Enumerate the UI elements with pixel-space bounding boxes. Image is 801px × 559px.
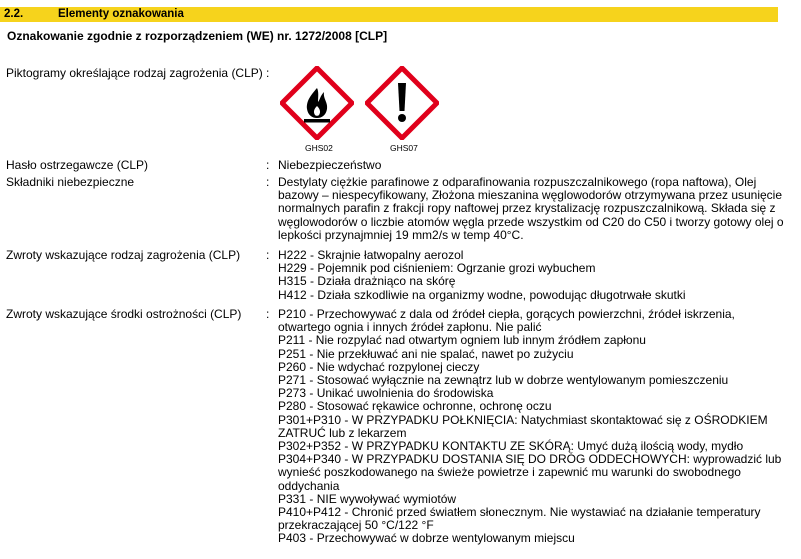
exclamation-icon (365, 66, 439, 140)
flame-icon (280, 66, 354, 140)
precautionary-statement: przekraczającej 50 °C/122 °F (278, 518, 434, 533)
precautionary-statement: P280 - Stosować rękawice ochronne, ochronę oczu (278, 399, 552, 414)
text-line: normalnych parafin z frakcji ropy naftowej przez krystalizację rozpuszczalnikową. Składa się z (278, 201, 776, 216)
text-line: lepkości przynajmniej 19 mm2/s w temp 40°C. (278, 227, 524, 242)
precautionary-statement: P211 - Nie rozpylać nad otwartym ogniem lub innym źródłem zapłonu (278, 333, 646, 348)
hazard-statement: H222 - Skrajnie łatwopalny aerozol (278, 248, 464, 262)
pictograms-label: Piktogramy określające rodzaj zagrożenia (CLP) (6, 66, 263, 80)
precautionary-statement: P331 - NIE wywoływać wymiotów (278, 491, 457, 506)
hazardous-components-colon: : (266, 175, 270, 189)
precautionary-statement: P301+P310 - W PRZYPADKU POŁKNIĘCIA: Natychmiast skontaktować się z OŚRODKIEM (278, 412, 768, 427)
precautionary-statement: P260 - Nie wdychać rozpylonej cieczy (278, 359, 480, 374)
precautionary-statements-list (278, 307, 782, 546)
ghs07-caption: GHS07 (390, 143, 418, 153)
hazard-statement: H315 - Działa drażniąco na skórę (278, 274, 456, 289)
signal-word-value: Niebezpieczeństwo (278, 158, 382, 172)
precautionary-statement: P302+P352 - W PRZYPADKU KONTAKTU ZE SKÓRĄ: Umyć dużą ilością wody, mydło (278, 439, 744, 454)
text-line: bazowy – niespecyfikowany, Złożona mieszanina węglowodorów otrzymywana przez usunięcie (278, 188, 783, 203)
hazard-statement: H229 - Pojemnik pod ciśnieniem: Ogrzanie grozi wybuchem (278, 261, 596, 276)
section-title: Elementy oznakowania (58, 8, 184, 20)
precautionary-statement: P271 - Stosować wyłącznie na zewnątrz lub w dobrze wentylowanym pomieszczeniu (278, 373, 729, 388)
pictograms-colon: : (266, 66, 270, 80)
precautionary-statement: P251 - Nie przekłuwać ani nie spalać, nawet po zużyciu (278, 346, 574, 361)
hazard-statements-colon: : (266, 248, 270, 262)
clp-subtitle: Oznakowanie zgodnie z rozporządzeniem (WE) nr. 1272/2008 [CLP] (7, 29, 388, 43)
text-line: węglowodorów o liczbie atomów węgla przede wszystkim od C20 do C50 i tworzy gotowy olej o (278, 214, 784, 229)
precautionary-statement: oddychania (278, 478, 340, 493)
section-header (0, 7, 778, 22)
section-number: 2.2. (4, 8, 24, 20)
hazardous-components-value (278, 175, 784, 242)
precautionary-statement: otwartego ognia i innych źródeł zapłonu. Nie palić (278, 320, 542, 335)
precautionary-statement: P304+P340 - W PRZYPADKU DOSTANIA SIĘ DO DRÓG ODDECHOWYCH: wyprowadzić lub (278, 452, 782, 467)
precautionary-statement: wynieść poszkodowanego na świeże powietrze i zapewnić mu warunki do swobodnego (278, 465, 741, 480)
hazard-statements-label: Zwroty wskazujące rodzaj zagrożenia (CLP) (6, 248, 241, 262)
hazardous-components-label: Składniki niebezpieczne (6, 175, 135, 189)
precautionary-statement: ZATRUĆ lub z lekarzem (278, 425, 407, 440)
precautionary-statement: P210 - Przechowywać z dala od źródeł ciepła, gorących powierzchni, źródeł iskrzenia, (278, 307, 735, 321)
hazard-statements-list (278, 249, 778, 302)
text-line: Destylaty ciężkie parafinowe z odparafinowania rozpuszczalnikowego (ropa naftowa), Olej (278, 175, 757, 189)
precautionary-statements-label: Zwroty wskazujące środki ostrożności (CLP) (6, 307, 242, 321)
signal-word-colon: : (266, 158, 270, 172)
signal-word-label: Hasło ostrzegawcze (CLP) (6, 158, 149, 172)
precautionary-statement: P410+P412 - Chronić przed światłem słonecznym. Nie wystawiać na działanie temperatury (278, 505, 761, 520)
precautionary-statement: P273 - Unikać uwolnienia do środowiska (278, 386, 494, 401)
ghs02-caption: GHS02 (305, 143, 333, 153)
precautionary-statement: P403 - Przechowywać w dobrze wentylowanym miejscu (278, 531, 575, 546)
precautionary-statements-colon: : (266, 307, 270, 321)
hazard-statement: H412 - Działa szkodliwie na organizmy wodne, powodując długotrwałe skutki (278, 287, 686, 302)
